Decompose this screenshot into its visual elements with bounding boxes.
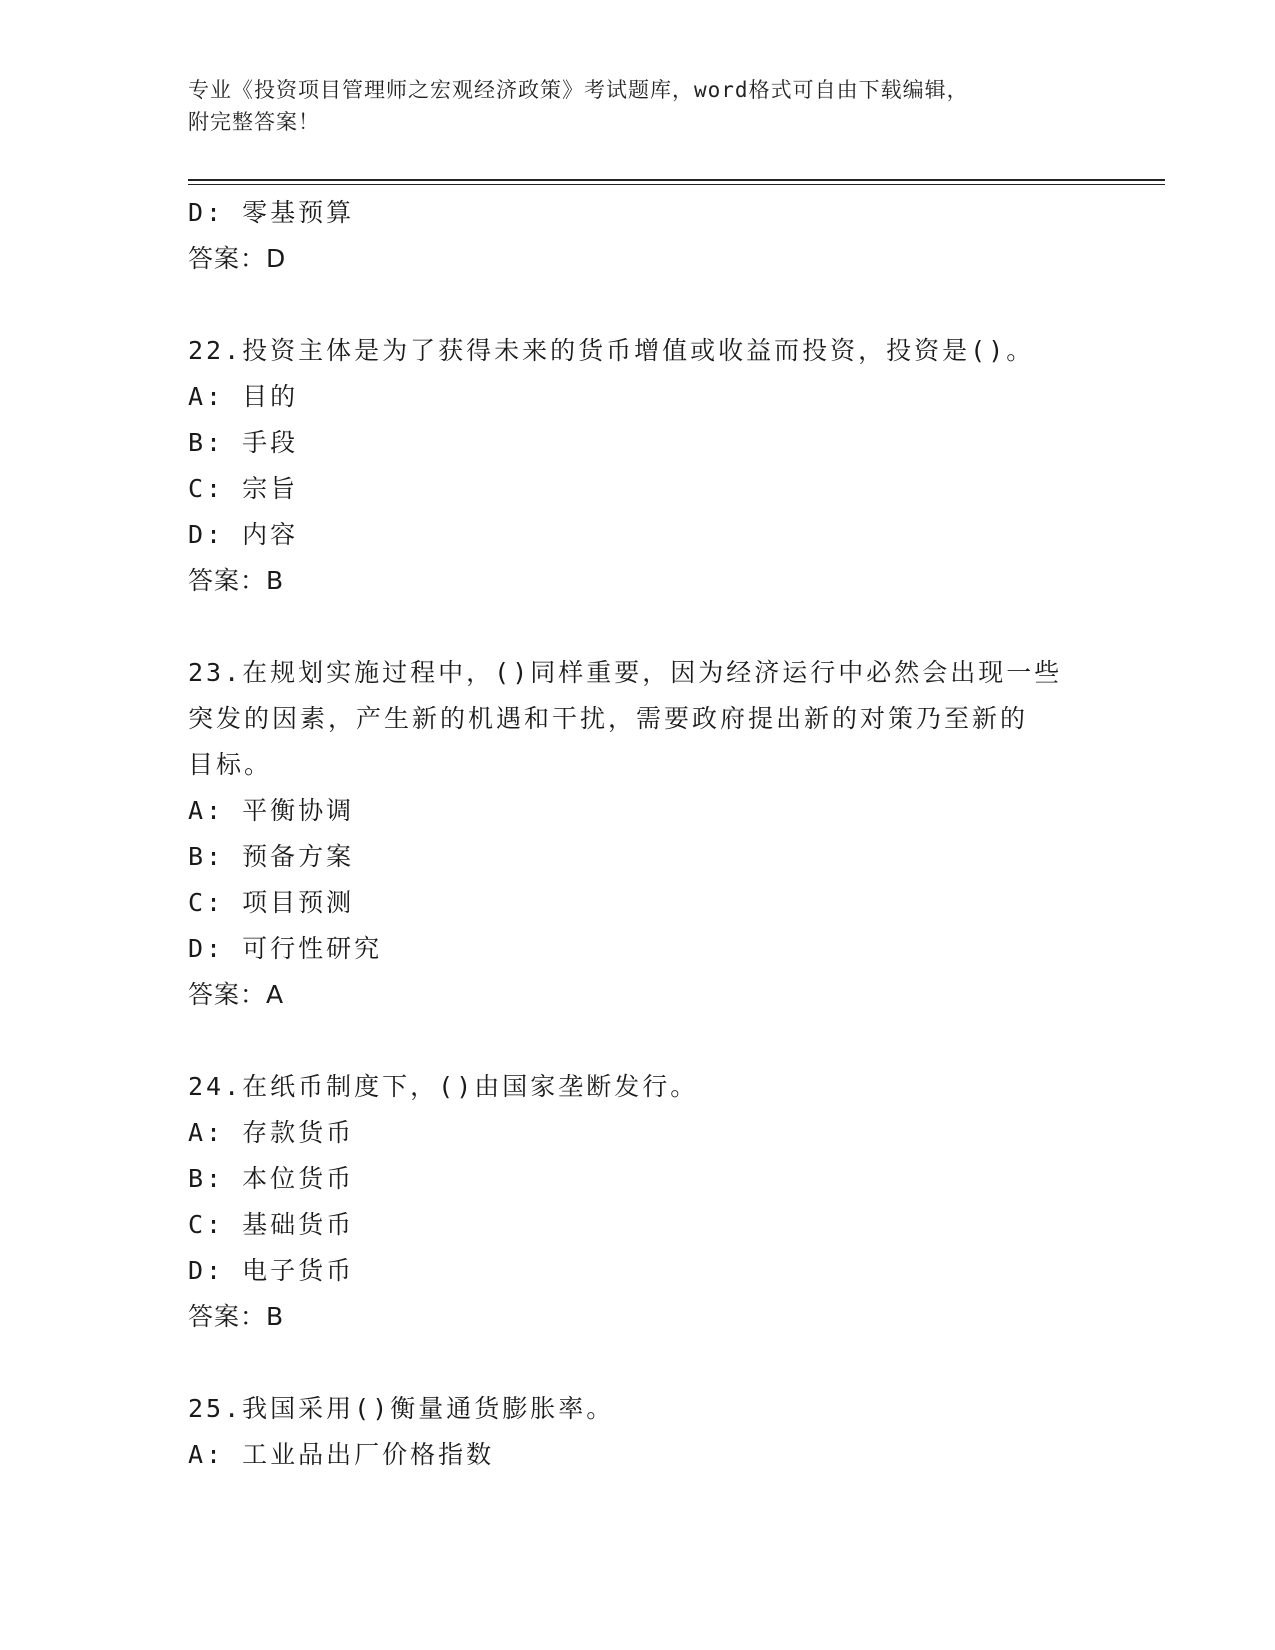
question-stem-line-3: 目标。: [188, 750, 273, 779]
header-divider-thin: [188, 184, 1165, 185]
header-line-2: 附完整答案！: [188, 110, 320, 134]
option-c: C: 基础货币: [188, 1210, 355, 1239]
option-b: B: 手段: [188, 428, 299, 457]
option-d: D: 可行性研究: [188, 934, 383, 963]
question-21-tail: [188, 190, 1088, 282]
option-a: A: 目的: [188, 382, 299, 411]
question-23: [188, 650, 1088, 1018]
question-stem: 22.投资主体是为了获得未来的货币增值或收益而投资，投资是()。: [188, 336, 1035, 365]
option-d: D: 内容: [188, 520, 299, 549]
option-c: C: 项目预测: [188, 888, 355, 917]
spacer: [188, 1018, 1088, 1064]
document-header: [188, 74, 1088, 138]
spacer: [188, 1340, 1088, 1386]
question-stem-line-1: 23.在规划实施过程中，()同样重要，因为经济运行中必然会出现一些: [188, 658, 1063, 687]
question-stem: 25.我国采用()衡量通货膨胀率。: [188, 1394, 615, 1423]
option-b: B: 本位货币: [188, 1164, 355, 1193]
option-b: B: 预备方案: [188, 842, 355, 871]
option-a: A: 平衡协调: [188, 796, 355, 825]
question-stem: 24.在纸币制度下，()由国家垄断发行。: [188, 1072, 699, 1101]
question-22: [188, 328, 1088, 604]
header-divider: [188, 179, 1165, 181]
option-a: A: 存款货币: [188, 1118, 355, 1147]
spacer: [188, 282, 1088, 328]
question-21-option-d: D: 零基预算: [188, 198, 355, 227]
question-24: [188, 1064, 1088, 1340]
answer: 答案：B: [188, 566, 285, 595]
answer: 答案：A: [188, 980, 285, 1009]
option-c: C: 宗旨: [188, 474, 299, 503]
header-line-1: 专业《投资项目管理师之宏观经济政策》考试题库，word格式可自由下载编辑，: [188, 78, 969, 102]
answer: 答案：B: [188, 1302, 285, 1331]
option-d: D: 电子货币: [188, 1256, 355, 1285]
option-a: A: 工业品出厂价格指数: [188, 1440, 495, 1469]
question-list: [188, 190, 1088, 1478]
question-21-answer: 答案：D: [188, 244, 287, 273]
question-25: [188, 1386, 1088, 1478]
spacer: [188, 604, 1088, 650]
question-stem-line-2: 突发的因素，产生新的机遇和干扰，需要政府提出新的对策乃至新的: [188, 704, 1029, 733]
